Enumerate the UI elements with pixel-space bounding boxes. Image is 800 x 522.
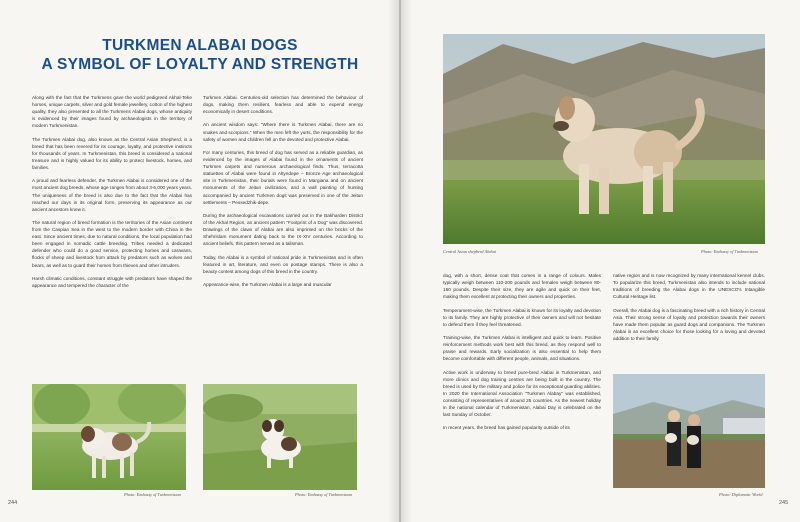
paragraph: The natural region of breed formation is the territories of the Asian continent from the Caspian Sea in the west to the modern border with China in the east. Since ancient times, due to natural conditions, the local population had been engaged in nomadic cattle breeding. Tribes needed a dedicated defender who could do a good service, protecting homes and caravans, flocks of sheep and livestock from attack by predators such as wolves and bears, as well as to guard their homes from thieves and other intruders. [32,219,192,268]
paragraph: Along with the fact that the Turkmens gave the world pedigreed Akhal-Teke horses, unique carpets, silver and gold female jewellery, cotton of the highest quality, they also presented to all the Turkmens Alabai dogs, whose antiquity is evidenced by their images found by archaeologists in the territory of modern Turkmenistan. [32,95,192,129]
paragraph: Harsh climatic conditions, constant struggle with predators have shaped the appearance and tempered the character of the [32,275,192,288]
paragraph: An ancient wisdom says: "Where there is Turkmen Alabai, there are no snakes and scorpions." When the men left the yurts, the responsibility for the safety of women and children fell on the devoted and protective Alabai. [203,122,363,142]
paragraph: native region and is now recognized by many international kennel clubs. To popularize this breed, Turkmenistan also intends to include national traditions of breeding the Alabai dogs in the UNESCO's Intangible Cultural Heritage list. [613,273,765,300]
photo-credit: Photo: Embassy of Turkmenistan [701,249,758,254]
puppy-photo-illustration [203,384,357,490]
shepherd-photo-illustration [443,34,765,244]
title-line-1: TURKMEN ALABAI DOGS [102,37,298,54]
paragraph: dog, with a short, dense coat that comes in a range of colours. Males typically weigh between 110-200 pounds and females weigh between 80-150 pounds. Despite their size, they are agile and quick on their feet, making them excellent at protecting their owners and properties. [443,273,601,300]
paragraph: Training-wise, the Turkmen Alabai is intelligent and quick to learn. Positive reinforcement methods work best with this breed, as they respond well to praise and rewards. Early socialization is also essential to help them become comfortable with different people, animals, and situations. [443,335,601,362]
right-column-2 [613,272,765,348]
photo-credit: Photo: Diplomatic World [719,492,763,497]
paragraph: Turkmen Alabai. Centuries-old selection has determined the behaviour of dogs, making them resilient, fearless and able to expend energy economically in desert conditions. [203,95,363,115]
article-title [30,36,370,74]
photo-credit: Photo: Embassy of Turkmenistan [124,492,181,497]
left-column-2 [203,94,363,294]
paragraph: Overall, the Alabai dog is a fascinating breed with a rich history in Central Asia. Their strong sense of loyalty and protection towards their owners have made them popular as guard dogs and companions. The Turkmen Alabai is an excellent choice for those looking for a loving and devoted addition to their family. [613,307,765,341]
page-number: 244 [8,500,18,506]
paragraph: A proud and fearless defender, the Turkmen Alabai is considered one of the most ancient dog breeds, whose age ranges from about 3-6,000 years years. The uniqueness of the breed is also due to the fact that the Alabai has reached our days in its original form, preserving its appearance as our ancient ancestors knew it. [32,178,192,212]
dog-photo-illustration [32,384,186,490]
photo-alabai-puppy [203,384,357,490]
left-page [0,0,399,522]
photo-alabai-on-grass [32,384,186,490]
right-column-1 [443,272,601,438]
photo-caption: Central Asian shepherd Alabai [443,249,497,254]
title-line-2: A SYMBOL OF LOYALTY AND STRENGTH [41,56,359,73]
photo-central-asian-shepherd [443,34,765,244]
paragraph: Appearance-wise, the Turkmen Alabai is a large and muscular [203,282,332,287]
paragraph: During the archaeological excavations carried out in the Bakharden District of the Akhal Region, an ancient pattern "Footprint of a Dog" was discovered. Drawings of the claws of Alabai are also imprinted on the bricks of the Shehrislam monument dating back to the IX-XIV centuries. According to ancient beliefs, this pattern served as a talisman. [203,212,363,247]
paragraph: In recent years, the breed has gained popularity outside of its [443,425,570,431]
paragraph: Today, the Alabai is a symbol of national pride in Turkmenistan and is often featured in art, literature, and even on postage stamps. There is also a beauty contest among dogs of this breed in the country. [203,254,363,274]
paragraph: Temperament-wise, the Turkmen Alabai is known for its loyalty and devotion to its family. They are highly protective of their owners and will not hesitate to defend them if they feel threatened. [443,307,601,327]
page-number: 245 [779,500,789,506]
right-page [401,0,800,522]
photo-people-with-puppies [613,374,765,488]
paragraph: Active work is underway to breed pure-bred Alabai in Turkmenistan, and more clinics and dog training centres are being built in the country. The breed is used by the military and police for its exceptional guarding abilities. In 2020 the International Association "Turkmen Alabay" was established, consisting of representatives of around 25 countries. As the newest holiday in the national calendar of Turkmenistan, Alabai Day is celebrated on the last Sunday of October. [443,369,601,418]
left-column-1 [32,94,192,295]
paragraph: The Turkmen Alabai dog, also known as the Central Asian Shepherd, is a breed that has been revered for its courage, loyalty, and protective instincts for thousands of years. In Turkmenistan, this breed is considered a national treasure and is highly valued for its ability to protect livestock, homes, and families. [32,136,192,171]
people-photo-illustration [613,374,765,488]
paragraph: For many centuries, this breed of dog has served as a reliable guardian, as evidenced by the images of Alabai found in the ornaments of ancient Turkmen carpets and numerous archaeological finds. Thus, terracotta statuettes of Alabai were found in Altyndepe – Bronze Age archaeological site in Turkmenistan, their burials were found in Margiana and on ancient monuments of the Jeitun civilization, and a wall painting of hunting accompanied by ancient Turkmen dogs was preserved in one of the Jeitun settlements – Pessedzhik-depe. [203,149,363,205]
photo-credit: Photo: Embassy of Turkmenistan [295,492,352,497]
